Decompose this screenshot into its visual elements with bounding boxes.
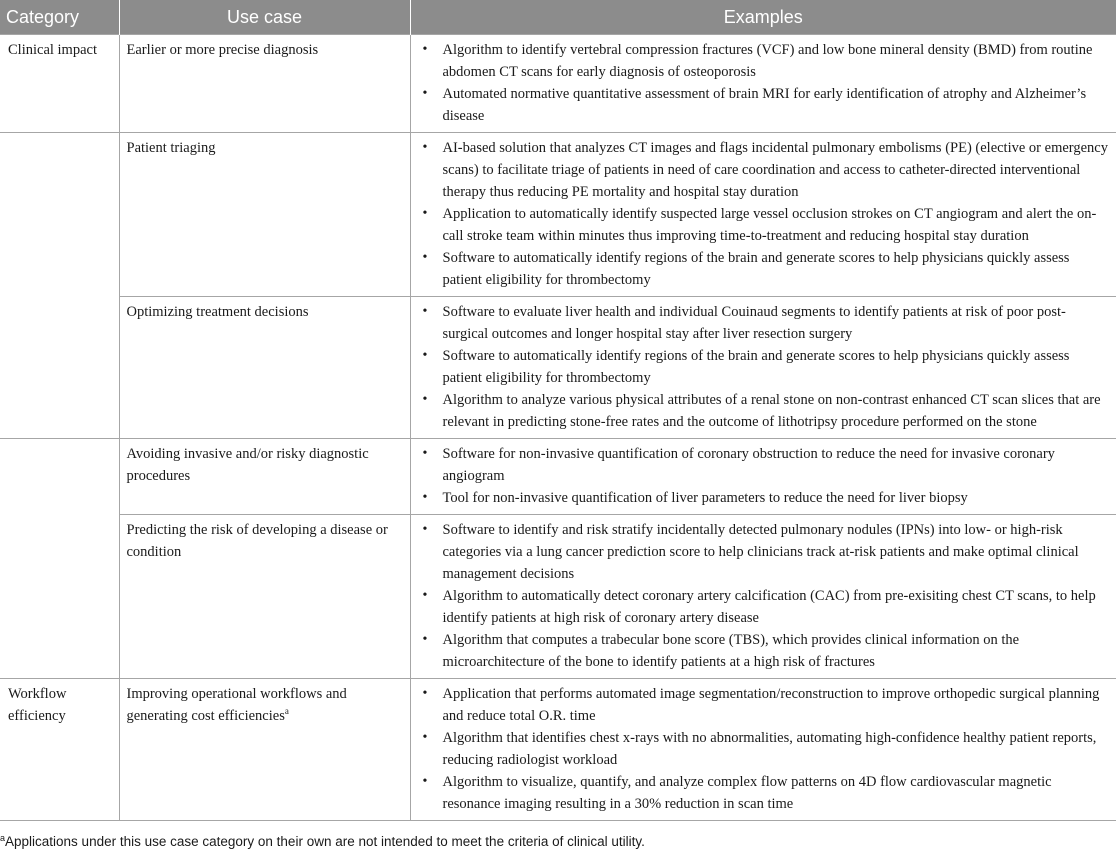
- footnote-text: Applications under this use case category on their own are not intended to meet the criteria of clinical utility.: [5, 834, 645, 849]
- use-case-label: Improving operational workflows and generating cost efficiencies: [126, 686, 347, 724]
- example-item: • Software to automatically identify regions of the brain and generate scores to help physicians quickly assess patient eligibility for thrombectomy: [418, 247, 1110, 291]
- examples-list: [418, 519, 1110, 673]
- examples-cell: [410, 133, 1116, 297]
- use-case-label: Optimizing treatment decisions: [126, 304, 309, 320]
- use-case-cell: [119, 297, 410, 439]
- category-cell: [0, 439, 119, 515]
- header-use-case: Use case: [119, 0, 410, 35]
- examples-list: [418, 39, 1110, 127]
- examples-cell: [410, 679, 1116, 821]
- table-row: [0, 439, 1116, 515]
- use-case-cell: [119, 679, 410, 821]
- table-row: [0, 297, 1116, 439]
- example-item: • Algorithm to identify vertebral compression fractures (VCF) and low bone mineral density (BMD) from routine abdomen CT scans for early diagnosis of osteoporosis: [418, 39, 1110, 83]
- use-case-label: Predicting the risk of developing a disease or condition: [126, 522, 388, 560]
- example-item: • Algorithm to automatically detect coronary artery calcification (CAC) from pre-exisiting chest CT scans, to help identify patients at high risk of coronary artery disease: [418, 585, 1110, 629]
- example-item: • Software for non-invasive quantification of coronary obstruction to reduce the need for invasive coronary angiogram: [418, 443, 1110, 487]
- header-examples: Examples: [410, 0, 1116, 35]
- examples-cell: [410, 297, 1116, 439]
- footnote-marker: a: [0, 833, 6, 843]
- example-item: • Algorithm that computes a trabecular bone score (TBS), which provides clinical information on the microarchitecture of the bone to identify patients at a high risk of fractures: [418, 629, 1110, 673]
- example-item: • Tool for non-invasive quantification of liver parameters to reduce the need for liver biopsy: [418, 487, 1110, 509]
- example-item: • Application to automatically identify suspected large vessel occlusion strokes on CT angiogram and alert the on-call stroke team within minutes thus improving time-to-treatment and reducing hospital stay duration: [418, 203, 1110, 247]
- examples-list: [418, 301, 1110, 433]
- use-case-cell: [119, 515, 410, 679]
- header-category: Category: [0, 0, 119, 35]
- example-item: • Automated normative quantitative assessment of brain MRI for early identification of atrophy and Alzheimer’s disease: [418, 83, 1110, 127]
- example-item: • Application that performs automated image segmentation/reconstruction to improve orthopedic surgical planning and reduce total O.R. time: [418, 683, 1110, 727]
- table-row: [0, 515, 1116, 679]
- examples-cell: [410, 515, 1116, 679]
- table-row: [0, 679, 1116, 821]
- example-item: • Software to automatically identify regions of the brain and generate scores to help physicians quickly assess patient eligibility for thrombectomy: [418, 345, 1110, 389]
- table-body: [0, 35, 1116, 821]
- use-case-cell: [119, 439, 410, 515]
- examples-list: [418, 137, 1110, 291]
- category-cell: [0, 297, 119, 439]
- category-label: Clinical impact: [8, 42, 97, 58]
- example-item: • Software to evaluate liver health and individual Couinaud segments to identify patients at risk of poor post-surgical outcomes and longer hospital stay after liver resection surgery: [418, 301, 1110, 345]
- table-header: [0, 0, 1116, 35]
- example-item: • Algorithm to analyze various physical attributes of a renal stone on non-contrast enhanced CT scan slices that are relevant in predicting stone-free rates and the outcome of lithotripsy procedure performed on the stone: [418, 389, 1110, 433]
- category-cell: [0, 35, 119, 133]
- category-label: Workflow efficiency: [8, 686, 67, 724]
- category-cell: [0, 133, 119, 297]
- footnote-marker: a: [284, 706, 289, 717]
- example-item: • AI-based solution that analyzes CT images and flags incidental pulmonary embolisms (PE) (elective or emergency scans) to facilitate triage of patients in need of care coordination and access to catheter-directed interventional therapy thus reducing PE mortality and hospital stay duration: [418, 137, 1110, 203]
- use-case-label: Patient triaging: [126, 140, 216, 156]
- example-item: • Algorithm to visualize, quantify, and analyze complex flow patterns on 4D flow cardiovascular magnetic resonance imaging resulting in a 30% reduction in scan time: [418, 771, 1110, 815]
- table-row: [0, 133, 1116, 297]
- header-row: [0, 0, 1116, 35]
- use-case-cell: [119, 35, 410, 133]
- category-cell: [0, 679, 119, 821]
- category-cell: [0, 515, 119, 679]
- examples-cell: [410, 35, 1116, 133]
- use-case-label: Avoiding invasive and/or risky diagnostic procedures: [126, 446, 369, 484]
- use-case-cell: [119, 133, 410, 297]
- examples-cell: [410, 439, 1116, 515]
- use-case-label: Earlier or more precise diagnosis: [126, 42, 319, 58]
- example-item: • Algorithm that identifies chest x-rays with no abnormalities, automating high-confidence healthy patient reports, reducing radiologist workload: [418, 727, 1110, 771]
- table-row: [0, 35, 1116, 133]
- examples-list: [418, 683, 1110, 815]
- table-footnote: [0, 834, 645, 849]
- examples-list: [418, 443, 1110, 509]
- example-item: • Software to identify and risk stratify incidentally detected pulmonary nodules (IPNs) into low- or high-risk categories via a lung cancer prediction score to help clinicians track at-risk patients and make optimal clinical management decisions: [418, 519, 1110, 585]
